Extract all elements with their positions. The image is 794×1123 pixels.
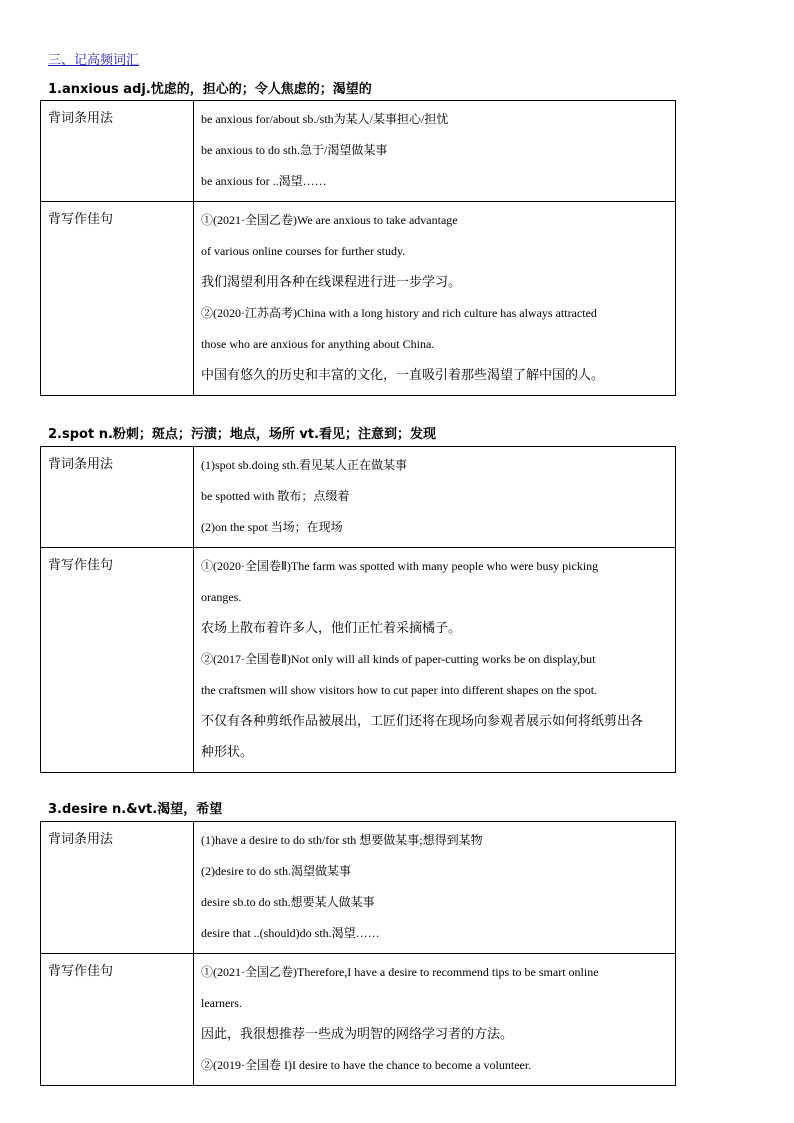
entry-heading: 3.desire n.&vt.渴望，希望 [48, 802, 223, 817]
section-title: 三、记高频词汇 [48, 53, 140, 68]
usage-line: desire sb.to do sth.想要某人做某事 [201, 895, 375, 909]
usage-label: 背词条用法 [41, 447, 194, 548]
entry-heading: 1.anxious adj.忧虑的，担心的；令人焦虑的；渴望的 [48, 82, 372, 97]
example-line: ①(2021·全国乙卷)Therefore,I have a desire to recommend tips to be smart online [201, 965, 599, 979]
usage-cell [194, 101, 676, 202]
entry-heading: 2.spot n.粉刺；斑点；污渍；地点，场所 vt.看见；注意到；发现 [48, 427, 437, 442]
example-line: ②(2019·全国卷 I)I desire to have the chance to become a volunteer. [201, 1058, 532, 1072]
usage-line: (1)have a desire to do sth/for sth 想要做某事;想得到某物 [201, 833, 483, 847]
usage-line: be anxious to do sth.急于/渴望做某事 [201, 143, 388, 157]
example-translation: 因此，我很想推荐一些成为明智的网络学习者的方法。 [201, 1027, 514, 1042]
usage-label: 背词条用法 [41, 822, 194, 954]
usage-label: 背词条用法 [41, 101, 194, 202]
usage-line: desire that ..(should)do sth.渴望…… [201, 926, 380, 940]
example-label: 背写作佳句 [41, 202, 194, 396]
usage-line: be spotted with 散布；点缀着 [201, 489, 350, 503]
example-translation: 中国有悠久的历史和丰富的文化，一直吸引着那些渴望了解中国的人。 [201, 368, 605, 383]
example-label: 背写作佳句 [41, 548, 194, 773]
entry-table [40, 446, 676, 773]
usage-cell [194, 447, 676, 548]
example-translation: 农场上散布着许多人，他们正忙着采摘橘子。 [201, 621, 462, 636]
example-line: oranges. [201, 590, 242, 604]
example-line: ②(2020·江苏高考)China with a long history and rich culture has always attracted [201, 306, 597, 320]
example-line: ①(2021·全国乙卷)We are anxious to take advantage [201, 213, 458, 227]
example-translation: 种形状。 [201, 745, 254, 760]
example-label: 背写作佳句 [41, 954, 194, 1086]
example-line: ①(2020·全国卷Ⅱ)The farm was spotted with many people who were busy picking [201, 559, 599, 573]
example-translation: 我们渴望利用各种在线课程进行进一步学习。 [201, 275, 462, 290]
usage-line: (2)on the spot 当场；在现场 [201, 520, 343, 534]
example-line: the craftsmen will show visitors how to cut paper into different shapes on the spot. [201, 683, 598, 697]
example-cell [194, 954, 676, 1086]
example-cell [194, 202, 676, 396]
example-line: of various online courses for further study. [201, 244, 406, 258]
usage-cell [194, 822, 676, 954]
usage-line: (1)spot sb.doing sth.看见某人正在做某事 [201, 458, 408, 472]
usage-line: be anxious for/about sb./sth为某人/某事担心/担忧 [201, 112, 449, 126]
usage-line: be anxious for ..渴望…… [201, 174, 327, 188]
example-cell [194, 548, 676, 773]
example-line: those who are anxious for anything about China. [201, 337, 435, 351]
example-line: ②(2017·全国卷Ⅱ)Not only will all kinds of paper-cutting works be on display,but [201, 652, 596, 666]
example-translation: 不仅有各种剪纸作品被展出，工匠们还将在现场向参观者展示如何将纸剪出各 [201, 714, 644, 729]
example-line: learners. [201, 996, 242, 1010]
entry-table [40, 100, 676, 396]
entry-table [40, 821, 676, 1086]
usage-line: (2)desire to do sth.渴望做某事 [201, 864, 351, 878]
